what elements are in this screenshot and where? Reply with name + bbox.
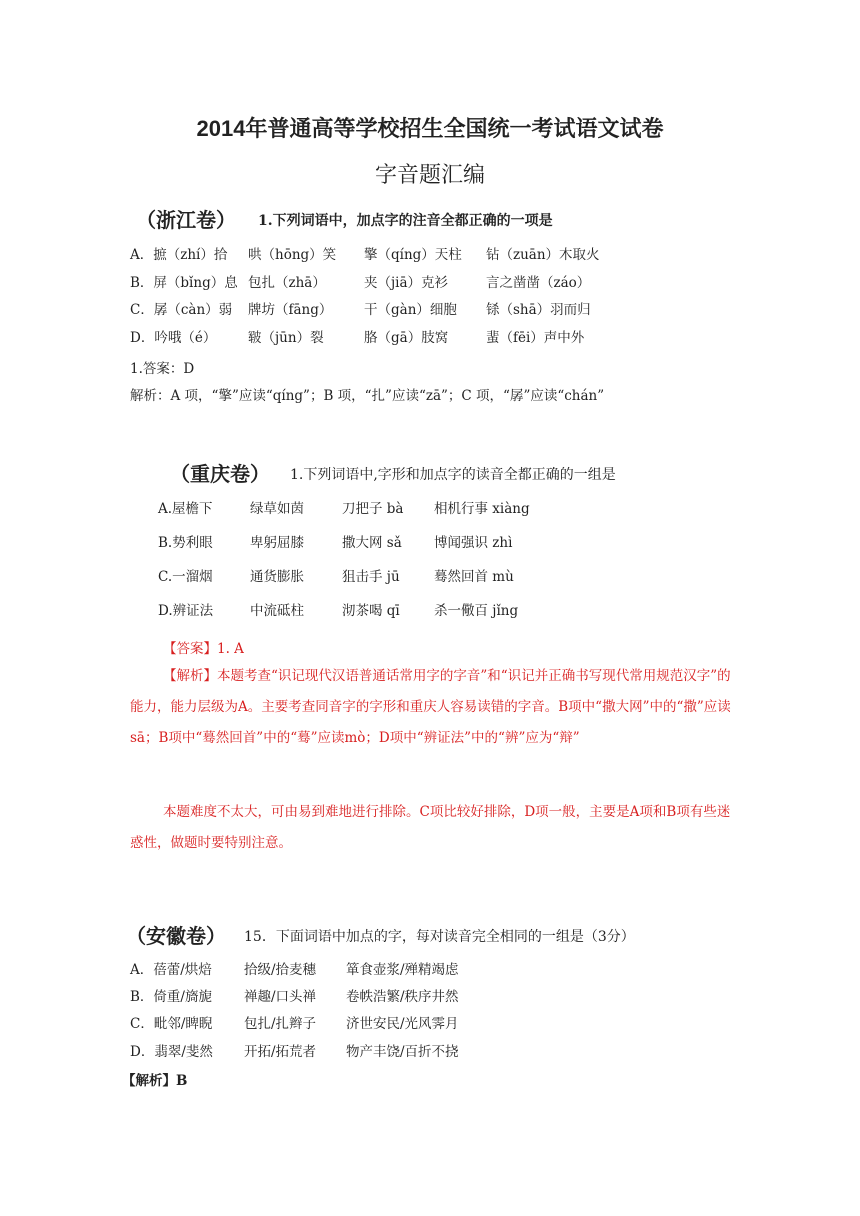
option-cell: 刀把子 bà: [342, 501, 404, 517]
note-chongqing: 本题难度不太大，可由易到难地进行排除。C项比较好排除，D项一般，主要是A项和B项有些迷惑性，做题时要特别注意。: [130, 804, 731, 851]
option-cell: 箪食壶浆/殚精竭虑: [346, 962, 459, 978]
page-subtitle: 字音题汇编: [374, 163, 485, 188]
option-row: [130, 958, 690, 978]
option-row: [130, 243, 730, 263]
answer-chongqing: 【答案】1. A: [163, 641, 244, 657]
answer-zhejiang: 1.答案：D: [130, 361, 195, 377]
section-label-anhui: （安徽卷）: [126, 924, 226, 948]
option-row: [158, 497, 718, 517]
option-cell: 杀一儆百 jǐng: [434, 603, 519, 619]
option-row: [130, 1040, 690, 1060]
option-cell: A．蓓蕾/烘焙: [130, 962, 212, 978]
option-cell: 绿草如茵: [250, 501, 304, 517]
option-cell: 狙击手 jū: [342, 569, 400, 585]
option-cell: 胳（gā）肢窝: [364, 330, 449, 346]
analysis-chongqing: 【解析】本题考查“识记现代汉语普通话常用字的字音”和“识记并正确书写现代常用规范汉字”的能力，能力层级为A。主要考查同音字的字形和重庆人容易读错的字音。B项中“撒大网”中的“撒”应读sā；B项中“蓦然回首”中的“蓦”应读mò；D项中“辨证法”中的“辨”应为“辩”: [130, 668, 731, 746]
option-cell: A．摭（zhí）拾: [130, 247, 228, 263]
option-cell: B．倚重/旖旎: [130, 989, 212, 1005]
option-cell: 通货膨胀: [250, 569, 304, 585]
option-cell: 擎（qíng）天柱: [364, 247, 462, 263]
question-zhejiang: 1.下列词语中，加点字的注音全都正确的一项是: [258, 213, 553, 229]
question-anhui: 15．下面词语中加点的字，每对读音完全相同的一组是（3分）: [244, 929, 635, 945]
option-cell: 铩（shā）羽而归: [486, 302, 591, 318]
option-cell: 卑躬屈膝: [250, 535, 304, 551]
option-cell: 中流砥柱: [250, 603, 304, 619]
option-cell: 撒大网 sǎ: [342, 535, 402, 551]
option-cell: D．翡翠/斐然: [130, 1044, 213, 1060]
option-cell: D.辨证法: [158, 603, 214, 619]
option-cell: 哄（hōng）笑: [248, 247, 337, 263]
analysis-anhui: 【解析】B: [122, 1073, 188, 1089]
page-title: 2014年普通高等学校招生全国统一考试语文试卷: [196, 116, 664, 141]
section-label-chongqing: （重庆卷）: [170, 462, 270, 486]
option-cell: 蜚（fēi）声中外: [486, 330, 585, 346]
option-cell: 蓦然回首 mù: [434, 569, 514, 585]
option-row: [158, 531, 718, 551]
option-row: [130, 1012, 690, 1032]
analysis-zhejiang: 解析：A 项，“擎”应读“qíng”；B 项，“扎”应读“zā”；C 项，“孱”应读“chán”: [130, 388, 605, 404]
option-cell: B.势利眼: [158, 535, 213, 551]
option-cell: 包扎/扎辫子: [244, 1016, 317, 1032]
option-cell: 济世安民/光风霁月: [346, 1016, 459, 1032]
option-cell: 拾级/拾麦穗: [244, 962, 317, 978]
question-chongqing: 1.下列词语中,字形和加点字的读音全都正确的一组是: [290, 467, 616, 483]
option-cell: 牌坊（fāng）: [248, 302, 333, 318]
option-cell: 卷帙浩繁/秩序井然: [346, 989, 459, 1005]
option-row: [130, 271, 730, 291]
option-cell: D．吟哦（é）: [130, 330, 217, 346]
option-cell: 博闻强识 zhì: [434, 535, 513, 551]
option-row: [130, 326, 730, 346]
option-cell: C．毗邻/睥睨: [130, 1016, 213, 1032]
option-cell: 物产丰饶/百折不挠: [346, 1044, 459, 1060]
section-label-zhejiang: （浙江卷）: [136, 208, 236, 232]
option-cell: 沏茶喝 qī: [342, 603, 400, 619]
option-cell: C.一溜烟: [158, 569, 213, 585]
option-cell: C．孱（càn）弱: [130, 302, 233, 318]
option-cell: 夹（jiā）克衫: [364, 275, 449, 291]
option-cell: 禅趣/口头禅: [244, 989, 317, 1005]
option-row: [130, 298, 730, 318]
option-row: [158, 565, 718, 585]
option-cell: 相机行事 xiàng: [434, 501, 530, 517]
option-cell: A.屋檐下: [158, 501, 213, 517]
option-cell: 言之凿凿（záo）: [486, 275, 591, 291]
option-row: [158, 599, 718, 619]
option-cell: B．屏（bǐng）息: [130, 275, 238, 291]
option-cell: 开拓/拓荒者: [244, 1044, 317, 1060]
option-cell: 钻（zuān）木取火: [486, 247, 600, 263]
option-cell: 包扎（zhā）: [248, 275, 326, 291]
option-cell: 皲（jūn）裂: [248, 330, 324, 346]
option-cell: 干（gàn）细胞: [364, 302, 457, 318]
option-row: [130, 985, 690, 1005]
